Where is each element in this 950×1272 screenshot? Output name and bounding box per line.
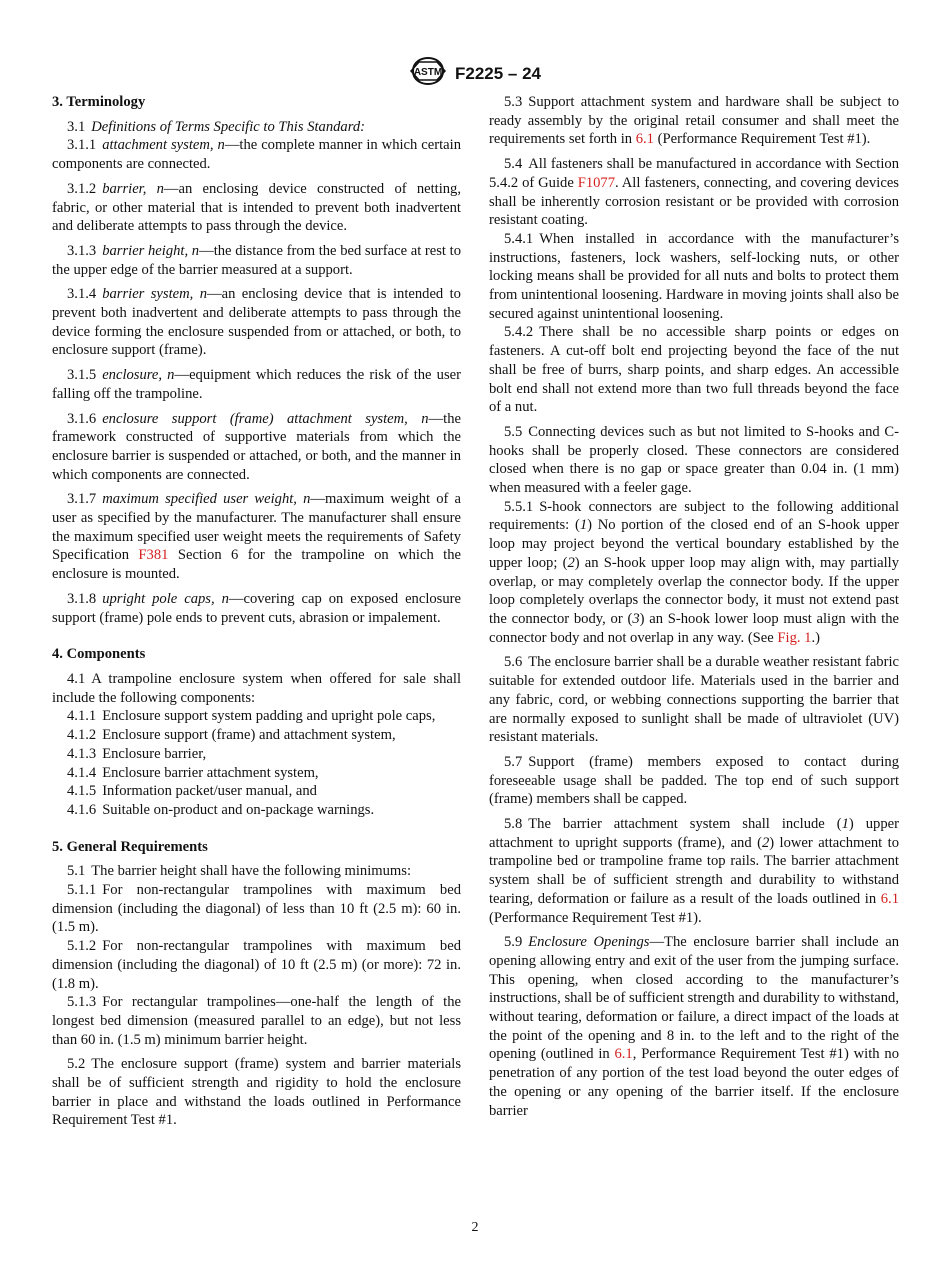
section-heading-terminology: 3. Terminology (52, 94, 146, 110)
paragraph-5-1: 5.1 The barrier height shall have the following minimums: (67, 863, 412, 880)
paragraph-3-1-5: 3.1.5 enclosure, n—equipment which reduces the risk of the user falling off the trampoline. (52, 367, 461, 402)
link-6-1[interactable]: 6.1 (635, 131, 654, 148)
page-number: 2 (471, 1220, 479, 1235)
paragraph-5-2: 5.2 The enclosure support (frame) system and barrier materials shall be of sufficient strength and rigidity to hold the enclosure barrier in place and withstand the loads outlined in Performance Requirement Test #1. (52, 1056, 461, 1129)
link-6-1[interactable]: 6.1 (880, 890, 899, 907)
link-f381[interactable]: F381 (138, 547, 169, 564)
paragraph-5-4-2: 5.4.2 There shall be no accessible sharp points or edges on fasteners. A cut-off bolt end projecting beyond the face of the nut shall be free of burrs, sharp points, and sharp edges. An accessible bolt end shall not extend more than two full threads beyond the face of a nut. (489, 324, 899, 416)
astm-logo-icon (409, 56, 447, 91)
paragraph-4-1: 4.1 A trampoline enclosure system when offered for sale shall include the following components: (52, 670, 461, 706)
page-header (0, 56, 950, 91)
paragraph-3-1-2: 3.1.2 barrier, n—an enclosing device constructed of netting, fabric, or other material that is intended to prevent both inadvertent and deliberate attempts to pass through the device. (52, 180, 461, 235)
paragraph-5-1-2: 5.1.2 For non-rectangular trampolines with maximum bed dimension (including the diagonal) of 10 ft (2.5 m) (or more): 72 in. (1.8 m). (52, 938, 461, 992)
left-column (52, 93, 461, 1130)
document-id: F2225 – 24 (454, 63, 541, 83)
paragraph-5-6: 5.6 The enclosure barrier shall be a durable weather resistant fabric suitable for extended outdoor life. Materials used in the barrier and any fabric, cord, or webbing connections supporting the barrier that are normally exposed to sunlight shall be made of ultraviolet (UV) resistant materials. (489, 654, 899, 746)
paragraph-5-7: 5.7 Support (frame) members exposed to contact during foreseeable usage shall be padded. The top end of such support (frame) members shall be capped. (489, 753, 899, 808)
link-fig-1[interactable]: Fig. 1 (777, 629, 812, 646)
list-item: 4.1.4 Enclosure barrier attachment system, (67, 764, 319, 781)
list-item: 4.1.3 Enclosure barrier, (67, 745, 207, 762)
section-heading-components: 4. Components (52, 646, 146, 663)
paragraph-5-1-1: 5.1.1 For non-rectangular trampolines with maximum bed dimension (including the diagonal) of less than 10 ft (2.5 m): 60 in. (1.5 m). (52, 882, 461, 936)
paragraph-5-9: 5.9 Enclosure Openings—The enclosure barrier shall include an opening allowing entry and exit of the user from the jumping surface. This opening, when closed according to the manufacturer’s instructions, shall be of sufficient strength and durability to withstand, without tearing, deformation or failure, a direct impact of the loads at the point of the opening and 8 in. to the left and to the right of the opening (outlined in 6.1, Performance Requirement Test #1) with no penetration of any portion of the test load beyond the outer edges of the opening or any opening of the barrier itself. If the enclosure barrier (489, 934, 899, 1119)
paragraph-3-1: 3.1 Definitions of Terms Specific to This Standard: (67, 118, 366, 135)
paragraph-3-1-4: 3.1.4 barrier system, n—an enclosing device that is intended to prevent both inadvertent and deliberate attempts to pass through the device forming the enclosure suspended from or attached, or both, to enclosure support (frame). (52, 286, 461, 359)
paragraph-3-1-3: 3.1.3 barrier height, n—the distance from the bed surface at rest to the upper edge of the barrier measured at a support. (52, 242, 461, 278)
paragraph-3-1-6: 3.1.6 enclosure support (frame) attachment system, n—the framework constructed of supportive materials from which the enclosure barrier is suspended or attached, or both, and the manner in which components are connected. (52, 410, 461, 483)
link-6-1[interactable]: 6.1 (614, 1046, 633, 1063)
section-heading-general-requirements: 5. General Requirements (52, 838, 208, 855)
link-f1077[interactable]: F1077 (577, 174, 616, 191)
paragraph-5-3: 5.3 Support attachment system and hardware shall be subject to ready assembly by the original retail consumer and shall meet the requirements set forth in 6.1 (Performance Requirement Test #1). (489, 94, 899, 148)
paragraph-3-1-7: 3.1.7 maximum specified user weight, n—maximum weight of a user as specified by the manufacturer. The manufacturer shall ensure the maximum specified user weight meets the requirements of Safety Specification F381 Section 6 for the trampoline on which the enclosure is mounted. (52, 491, 461, 583)
paragraph-5-5-1: 5.5.1 S-hook connectors are subject to the following additional requirements: (1) No portion of the closed end of an S-hook upper loop may project beyond the vertical boundary established by the upper loop; (2) an S-hook upper loop may align with, may partially overlap, or may completely overlap the connector body. If the upper loop completely overlaps the connector body, it must not extend past the connector body, or (3) an S-hook lower loop must align with the connector body and not overlap in any way. (See Fig. 1.) (489, 498, 900, 646)
paragraph-5-4: 5.4 All fasteners shall be manufactured in accordance with Section 5.4.2 of Guide F1077. All fasteners, connecting, and covering devices shall be inherently corrosion resistant or be provided with corrosion resistant coating. (489, 156, 899, 229)
paragraph-3-1-1: 3.1.1 attachment system, n—the complete manner in which certain components are connected. (52, 137, 461, 173)
paragraph-5-5: 5.5 Connecting devices such as but not limited to S-hooks and C-hooks shall be properly closed. These connectors are considered closed when there is no gap or space greater than 0.04 in. (1 mm) when measured with a feeler gage. (489, 423, 899, 497)
list-item: 4.1.5 Information packet/user manual, and (67, 783, 317, 800)
list-item: 4.1.6 Suitable on-product and on-package warnings. (67, 801, 375, 818)
paragraph-5-4-1: 5.4.1 When installed in accordance with the manufacturer’s instructions, fasteners, lock washers, self-locking nuts, or other locking means shall be provided for all nuts and bolts to protect them from unintentional loosening. Hardware in moving joints shall also be secured against unintentional loosening. (489, 230, 899, 322)
paragraph-5-8: 5.8 The barrier attachment system shall include (1) upper attachment to upright supports (frame), and (2) lower attachment to trampoline bed or trampoline frame top rails. The barrier attachment system shall be of sufficient strength and durability to withstand tearing, deformation or failure as a result of the loads outlined in 6.1 (Performance Requirement Test #1). (489, 816, 900, 926)
list-item: 4.1.2 Enclosure support (frame) and attachment system, (67, 727, 396, 744)
svg-text:ASTM: ASTM (413, 67, 443, 78)
list-item: 4.1.1 Enclosure support system padding and upright pole caps, (67, 708, 436, 725)
right-column (489, 93, 899, 1120)
paragraph-5-1-3: 5.1.3 For rectangular trampolines—one-half the length of the longest bed dimension (measured parallel to an edge), but not less than 60 in. (1.5 m) minimum barrier height. (52, 994, 461, 1048)
paragraph-3-1-8: 3.1.8 upright pole caps, n—covering cap on exposed enclosure support (frame) pole ends to prevent cuts, abrasion or impalement. (52, 590, 461, 626)
